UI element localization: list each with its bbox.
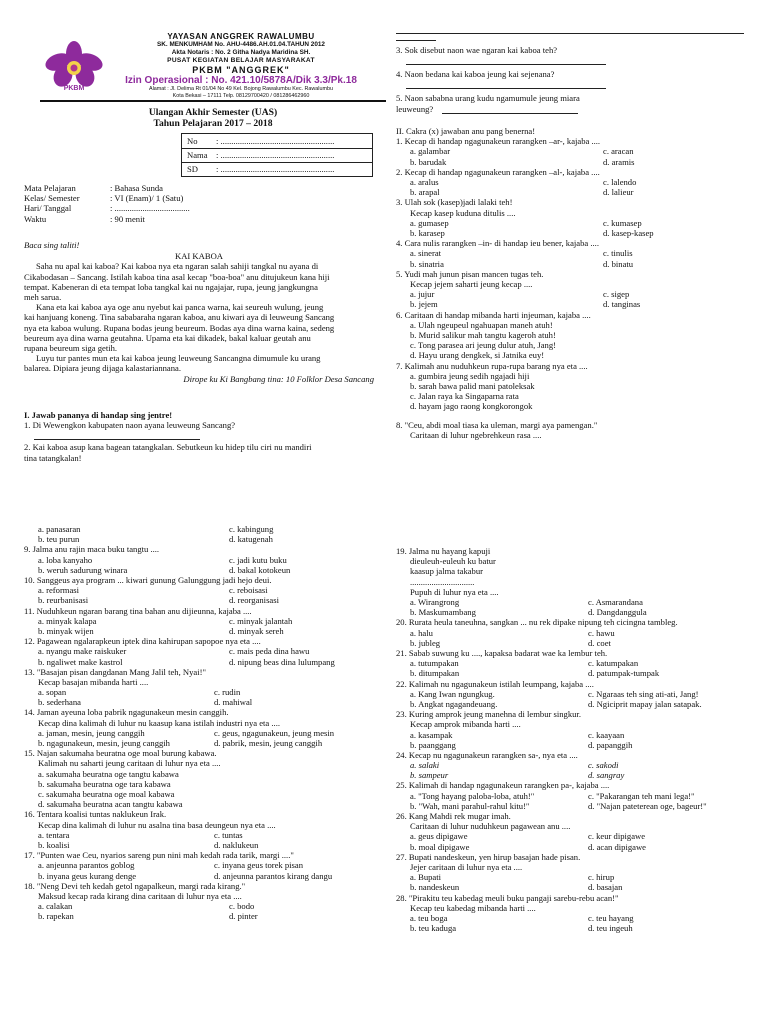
subject-info — [24, 183, 374, 224]
option-c[interactable]: c. rudin — [214, 687, 241, 698]
mc-options — [24, 524, 374, 534]
reading-line: kai hanjuang koneng. Tina sababaraha ngaran kaboa, anu kiwari aya di leuweung Sancang — [24, 312, 335, 323]
mc-options — [24, 534, 374, 544]
option-a[interactable]: a. calakan — [38, 901, 73, 912]
reading-line: Luyu tur pantes mun eta kai kaboa jeung leuweung Sancangna dimumule ku urang — [36, 353, 321, 364]
mc-question-10: 10. Sanggeus aya program ... kiwari gunung Galunggung jadi hejo deui. — [24, 574, 272, 585]
option-d[interactable]: d. kasep-kasep — [603, 227, 654, 238]
mc-question-5-stem: Kecap jejem saharti jeung kecap .... — [410, 278, 533, 289]
mc-question-1: 1. Kecap di handap ngagunakeun rarangken –ar-, kajaba .... — [396, 136, 601, 147]
section-2 — [396, 126, 746, 440]
option-b[interactable]: b. karasep — [410, 227, 445, 238]
mc-question-24: 24. Kecap nu ngagunakeun rarangken sa-, nya eta .... — [396, 749, 578, 760]
option-d[interactable]: d. Ngiciprit mapay jalan satapak. — [588, 698, 702, 709]
option-d[interactable]: d. teu ingeuh — [588, 923, 633, 934]
option-b[interactable]: b. Angkat ngagandeuang. — [410, 698, 498, 709]
mc-question-23-stem: Kecap amprok mibanda harti .... — [410, 719, 521, 730]
option-a[interactable]: a. Bupati — [410, 872, 442, 883]
exam-title: Ulangan Akhir Semester (UAS) — [148, 107, 278, 118]
option-b[interactable]: b. "Wah, mani parahul-rahul kitu!" — [410, 800, 530, 811]
mc-question-20: 20. Rurata heula taneuhna, sangkan ... nu rek dipake nipung teh cicingna tambleg. — [396, 617, 678, 628]
mc-options — [396, 289, 746, 299]
questions-right — [396, 546, 746, 933]
reading-passage — [24, 240, 374, 384]
address-line-1: Alamat : Jl. Delima Rt 01/04 No 49 Kel. Bojong Rawalumbu Kec. Rawalumbu — [149, 86, 333, 92]
mc-question-9: 9. Jalma anu rajin maca buku tangtu .... — [24, 544, 160, 555]
option-c[interactable]: c. tinulis — [603, 248, 633, 259]
mc-options — [396, 740, 746, 750]
section-2-heading: II. Cakra (x) jawaban anu pang benerna! — [396, 126, 536, 136]
option-d[interactable]: d. papanggih — [588, 739, 633, 750]
mc-options — [396, 668, 746, 678]
mc-question-15: 15. Najan sakumaha beuratna oge moal burung kabawa. — [24, 748, 217, 759]
option-d[interactable]: d. acan dipigawe — [588, 841, 646, 852]
mc-options — [24, 595, 374, 605]
option-b[interactable]: b. sinatria — [410, 258, 444, 269]
mc-options — [396, 597, 746, 607]
option-a[interactable]: a. panasaran — [38, 524, 81, 534]
option-c[interactable]: c. reboisasi — [229, 585, 268, 596]
mc-options — [24, 657, 374, 667]
mc-options — [396, 177, 746, 187]
student-id-box — [181, 133, 373, 177]
option-c[interactable]: c. hirup — [588, 872, 615, 883]
mc-options — [396, 760, 746, 770]
option-a[interactable]: a. nyangu make raiskuker — [38, 646, 127, 657]
mc-options — [396, 923, 746, 933]
mc-question-14: 14. Jaman ayeuna loba pabrik ngagunakeun mesin canggih. — [24, 707, 229, 718]
option-c[interactable]: c. jadi kutu buku — [229, 554, 287, 565]
mc-question-15-stem: Kalimah nu saharti jeung caritaan di luhur nya eta .... — [38, 758, 221, 769]
mc-question-28-stem: Kecap teu kabedag mibanda harti .... — [410, 902, 536, 913]
date-field[interactable]: : ................................... — [110, 203, 190, 214]
reading-line: balarea. Dipiara jeung dijaga kalastariannana. — [24, 363, 181, 374]
mc-options — [24, 860, 374, 870]
answer-line[interactable] — [442, 104, 578, 114]
option-d[interactable]: d. naklukeun — [214, 840, 259, 851]
option-b[interactable]: b. moal dipigawe — [410, 841, 470, 852]
mc-question-13-stem: Kecap basajan mibanda harti .... — [38, 676, 149, 687]
id-row-nama: Nama : ..................................................... — [182, 148, 372, 163]
option-c[interactable]: c. sigep — [603, 289, 630, 300]
option-a[interactable]: a. Wirangrong — [410, 597, 460, 608]
reading-line: Saha nu apal kai kaboa? Kai kaboa nya eta ngaran salah sahiji tangkal nu ayana di — [36, 261, 319, 272]
option-a[interactable]: a. sinerat — [410, 248, 442, 259]
date-row: Hari/ Tanggal : ................................... — [24, 203, 190, 214]
nama-field[interactable]: : ..................................................... — [216, 150, 335, 160]
option-c[interactable]: c. keur dipigawe — [588, 831, 646, 842]
mc-options — [396, 689, 746, 699]
option-d[interactable]: d. aramis — [603, 156, 635, 167]
option-c[interactable]: c. geus, ngagunakeun, jeung mesin — [214, 727, 335, 738]
poem-line: dieuleuh-euleuh ku batur — [410, 556, 496, 567]
letterhead-rule — [40, 100, 386, 102]
essay-question-2-cont: tina tatangkalan! — [24, 452, 82, 463]
option-d[interactable]: d. reorganisasi — [229, 595, 279, 606]
option-d[interactable]: d. "Najan pateterean oge, bageur!" — [588, 800, 707, 811]
mc-options — [24, 728, 374, 738]
mc-question-11: 11. Nuduhkeun ngaran barang tina bahan anu dijieunna, kajaba .... — [24, 605, 252, 616]
option-a[interactable]: a. Kang Iwan ngungkug. — [410, 688, 495, 699]
option-d[interactable]: d. hayam jago raong kongkorongok — [410, 401, 533, 412]
mc-options — [396, 730, 746, 740]
option-b[interactable]: b. teu purun — [38, 534, 80, 545]
id-row-no: No : ..................................................... — [182, 134, 372, 149]
option-d[interactable]: d. anjeunna parantos kirang dangu — [214, 870, 333, 881]
option-c[interactable]: c. Tong parasea ari jeung dulur atuh, Jang! — [410, 340, 557, 351]
option-d[interactable]: d. pinter — [229, 911, 258, 922]
mc-question-22: 22. Kalimah nu ngagunakeun istilah leumpang, kajaba .... — [396, 678, 594, 689]
essay-question-4: 4. Naon bedana kai kaboa jeung kai sejenana? — [396, 69, 555, 80]
mc-options — [396, 872, 746, 882]
option-c[interactable]: c. kabingung — [229, 524, 274, 534]
mc-options — [24, 830, 374, 840]
option-b[interactable]: b. paanggang — [410, 739, 456, 750]
option-b[interactable]: b. sarah bawa palid mani patoleksak — [410, 380, 535, 391]
sk-line: SK. MENKUMHAM No. AHU-4486.AH.01.04.TAHUN 2012 — [157, 41, 325, 48]
option-b[interactable]: b. weruh sadurung winara — [38, 564, 128, 575]
option-b[interactable]: b. sampeur — [410, 770, 449, 781]
option-b[interactable]: b. sakumaha beuratna oge tara kabawa — [38, 778, 171, 789]
option-d[interactable]: d. coet — [588, 637, 611, 648]
mc-options — [396, 913, 746, 923]
mc-options — [396, 218, 746, 228]
mc-question-26-stem: Caritaan di luhur nuduhkeun pagawean anu .... — [410, 821, 571, 832]
option-c[interactable]: c. Asmarandana — [588, 597, 643, 608]
mc-options — [24, 646, 374, 656]
option-d[interactable]: d. mahiwal — [214, 697, 253, 708]
option-b[interactable]: b. jejem — [410, 299, 438, 310]
option-a[interactable]: a. minyak kalapa — [38, 615, 97, 626]
essay-question-1: 1. Di Wewengkon kabupaten naon ayana leuweung Sancang? — [24, 420, 236, 431]
mc-options — [24, 738, 374, 748]
reading-line: beureum aya dina warna geutahna. Upama eta kai dikadek, bakal kaluar geutah anu — [24, 332, 311, 343]
time-row: Waktu : 90 menit — [24, 213, 145, 224]
option-c[interactable]: c. kaayaan — [588, 729, 625, 740]
option-a[interactable]: a. gumbira jeung sedih ngajadi hiji — [410, 370, 530, 381]
mc-question-3-stem: Kecap kasep kuduna ditulis .... — [410, 207, 516, 218]
essay-question-5: 5. Naon sababna urang kudu ngamumule jeung miara — [396, 93, 580, 104]
mc-question-27-stem: Jejer caritaan di luhur nya eta .... — [410, 862, 523, 873]
mc-options — [396, 248, 746, 258]
mc-options — [396, 607, 746, 617]
option-d[interactable]: d. patumpak-tumpak — [588, 668, 660, 679]
mc-question-25: 25. Kalimah di handap ngagunakeun rarangken pa-, kajaba .... — [396, 780, 610, 791]
mc-options — [396, 146, 746, 156]
option-c[interactable]: c. tuntas — [214, 829, 243, 840]
mc-options — [396, 259, 746, 269]
option-c[interactable]: c. sakodi — [588, 760, 619, 771]
mc-question-12: 12. Pagawean ngalarapkeun iptek dina kahirupan sapopoe nya eta .... — [24, 636, 261, 647]
option-b[interactable]: b. ngaliwet make kastrol — [38, 656, 123, 667]
mc-options — [24, 555, 374, 565]
option-c[interactable]: c. katumpakan — [588, 658, 639, 669]
poem-line: kaasup jalma takabur — [410, 566, 484, 577]
option-a[interactable]: a. tutumpakan — [410, 658, 459, 669]
akta-line: Akta Notaris : No. 2 Githa Nadya Maridina SH. — [171, 49, 311, 56]
mc-question-16-stem: Kecap dina kalimah di luhur nu asalna tina basa deungeun nya eta .... — [38, 819, 276, 830]
mc-question-2: 2. Kecap di handap ngagunakeun rarangken –al-, kajaba .... — [396, 166, 600, 177]
option-c[interactable]: c. minyak jalantah — [229, 615, 293, 626]
mc-options — [396, 228, 746, 238]
mc-options — [24, 911, 374, 921]
reading-line: Cikabodasan – Sancang. Istilah kaboa tina asal kecap "boa-boa" anu ditujukeun kana hiji — [24, 271, 330, 282]
pkbm-line: PKBM "ANGGREK" — [192, 65, 290, 75]
mc-options — [396, 157, 746, 167]
letterhead — [96, 32, 386, 100]
option-a[interactable]: a. kasampak — [410, 729, 453, 740]
no-field[interactable]: : ..................................................... — [216, 136, 335, 146]
option-b[interactable]: b. Maskumambang — [410, 607, 476, 618]
mc-question-18: 18. "Neng Devi teh kedah getol ngapalkeun, margi rada kirang." — [24, 880, 246, 891]
reading-line: rupana beureum siga getih. — [24, 343, 118, 354]
mc-question-26: 26. Kang Mahdi rek mugar imah. — [396, 811, 511, 822]
mc-options — [396, 831, 746, 841]
option-d[interactable]: d. tanginas — [603, 299, 641, 310]
option-a[interactable]: a. Ulah ngeupeul ngahuapan maneh atuh! — [410, 319, 553, 330]
option-b[interactable]: b. nandeskeun — [410, 882, 460, 893]
option-c[interactable]: c. mais peda dina hawu — [229, 646, 310, 657]
option-a[interactable]: a. geus dipigawe — [410, 831, 468, 842]
option-d[interactable]: d. pabrik, mesin, jeung canggih — [214, 738, 323, 749]
option-a[interactable]: a. sopan — [38, 687, 67, 698]
option-a[interactable]: a. anjeunna parantos goblog — [38, 860, 135, 871]
mc-question-27: 27. Bupati nandeskeun, yen hirup basajan hade pisan. — [396, 851, 581, 862]
mc-options — [24, 871, 374, 881]
reading-line: Kana eta kai kaboa aya oge anu nyebut kai panca warna, kai seureuh wulung, jeung — [36, 302, 324, 313]
mc-question-14-stem: Kecap dina kalimah di luhur nu kaasup kana istilah industri nya eta .... — [38, 717, 280, 728]
mc-options — [24, 687, 374, 697]
mc-options — [396, 791, 746, 801]
option-b[interactable]: b. rapekan — [38, 911, 74, 922]
izin-line: Izin Operasional : No. 421.10/5878A/Dik 3.3/Pk.18 — [125, 75, 357, 86]
option-a[interactable]: a. jujur — [410, 289, 435, 300]
option-b[interactable]: b. inyana geus kurang denge — [38, 870, 137, 881]
mc-options — [396, 628, 746, 638]
mc-question-5: 5. Yudi mah junun pisan mancen tugas teh. — [396, 268, 544, 279]
logo-caption: PKBM — [63, 85, 85, 92]
sd-field[interactable]: : ..................................................... — [216, 164, 335, 174]
option-a[interactable]: a. salaki — [410, 760, 440, 771]
option-a[interactable]: a. halu — [410, 627, 433, 638]
mc-question-19-stem: Pupuh di luhur nya eta .... — [410, 586, 499, 597]
mc-question-8: 8. "Ceu, abdi moal tiasa ka uleman, margi aya pamengan." — [396, 419, 598, 430]
exam-title-block — [40, 107, 386, 129]
pkbm-logo — [44, 40, 104, 96]
mc-question-23: 23. Kuring amprok jeung manehna di lembur singkur. — [396, 709, 581, 720]
option-a[interactable]: a. sakumaha beuratna oge tangtu kabawa — [38, 768, 179, 779]
mc-question-18-stem: Maksud kecap rada kirang dina caritaan di luhur nya eta .... — [38, 891, 242, 902]
option-c[interactable]: c. kumasep — [603, 217, 642, 228]
section-1-heading: I. Jawab pananya di handap sing jentre! — [24, 410, 173, 420]
option-d[interactable]: d. sangray — [588, 770, 625, 781]
option-a[interactable]: a. galambar — [410, 146, 451, 157]
option-d[interactable]: d. lalieur — [603, 187, 634, 198]
mc-question-3: 3. Ulah sok (kasep)jadi lalaki teh! — [396, 197, 513, 208]
reading-instruction: Baca sing taliti! — [24, 240, 80, 250]
mc-question-19: 19. Jalma nu hayang kapuji — [396, 546, 491, 556]
mc-question-7: 7. Kalimah anu nuduhkeun rupa-rupa barang nya eta .... — [396, 360, 588, 371]
option-b[interactable]: b. ditumpakan — [410, 668, 460, 679]
mc-question-6: 6. Caritaan di handap mibanda harti injeuman, kajaba .... — [396, 309, 591, 320]
option-c[interactable]: c. "Pakarangan teh mani lega!" — [588, 790, 695, 801]
option-b[interactable]: b. reurbanisasi — [38, 595, 89, 606]
option-d[interactable]: d. nipung beas dina lulumpang — [229, 656, 335, 667]
id-row-sd: SD : ..................................................... — [187, 164, 335, 174]
option-c[interactable]: c. lalendo — [603, 176, 637, 187]
option-d[interactable]: d. binatu — [603, 258, 634, 269]
option-d[interactable]: d. minyak sereh — [229, 625, 284, 636]
option-a[interactable]: a. teu boga — [410, 913, 448, 924]
option-a[interactable]: a. "Tong hayang paloba-loba, atuh!" — [410, 790, 535, 801]
answer-line[interactable] — [396, 33, 744, 34]
essay-right — [396, 45, 746, 114]
option-b[interactable]: b. Murid salikur mah tangtu kageroh atuh! — [410, 329, 556, 340]
mc-options — [24, 585, 374, 595]
option-b[interactable]: b. minyak wijen — [38, 625, 94, 636]
mc-options — [396, 842, 746, 852]
mc-question-8-stem: Caritaan di luhur ngebrehkeun rasa .... — [410, 429, 542, 440]
mc-question-21: 21. Sabab suwung ku ...., kapaksa badarat wae ka lembur teh. — [396, 647, 608, 658]
answer-line[interactable] — [396, 40, 436, 41]
option-c[interactable]: c. teu hayang — [588, 913, 634, 924]
option-c[interactable]: c. aracan — [603, 146, 634, 157]
essay-question-5-cont: leuweung? — [396, 104, 746, 114]
essay-question-2: 2. Kai kaboa asup kana bagean tatangkalan. Sebutkeun ku hidep tilu ciri nu mandiri — [24, 442, 312, 453]
option-b[interactable]: b. jubleg — [410, 637, 441, 648]
option-b[interactable]: b. sederhana — [38, 697, 81, 708]
option-c[interactable]: c. sakumaha beuratna oge moal kabawa — [38, 789, 175, 800]
mc-options — [24, 840, 374, 850]
mc-options — [24, 616, 374, 626]
option-d[interactable]: d. Hayu urang dengkek, si Jatnika euy! — [410, 350, 545, 361]
mc-options — [396, 299, 746, 309]
mc-question-13: 13. "Basajan pisan dangdanan Mang Jalil teh, Nyai!" — [24, 666, 206, 677]
year-line: Tahun Pelajaran 2017 – 2018 — [153, 118, 273, 129]
mc-options — [24, 565, 374, 575]
essay-question-3: 3. Sok disebut naon wae ngaran kai kaboa teh? — [396, 45, 558, 55]
option-b[interactable]: b. koalisi — [38, 840, 70, 851]
mc-options — [24, 697, 374, 707]
reading-line: meh sarua. — [24, 292, 62, 303]
answer-line[interactable] — [406, 79, 606, 89]
answer-line[interactable] — [406, 55, 606, 65]
option-d[interactable]: d. katugenah — [229, 534, 273, 545]
mc-question-4: 4. Cara nulis rarangken –in- di handap ieu bener, kajaba .... — [396, 238, 599, 249]
mc-question-17: 17. "Punten wae Ceu, nyarios sareng pun nini mah kedah rada tarik, margi ...." — [24, 850, 294, 861]
option-a[interactable]: a. reformasi — [38, 585, 80, 596]
option-c[interactable]: c. Ngaraas teh sing ati-ati, Jang! — [588, 688, 699, 699]
section-1 — [24, 410, 374, 463]
option-a[interactable]: a. gumasep — [410, 217, 449, 228]
questions-left — [24, 524, 374, 922]
option-d[interactable]: d. basajan — [588, 882, 623, 893]
mc-question-16: 16. Tentara koalisi tuntas naklukeun Irak. — [24, 809, 167, 820]
option-a[interactable]: a. aralus — [410, 176, 439, 187]
mc-options — [396, 770, 746, 780]
option-d[interactable]: d. bakal kotokeun — [229, 564, 291, 575]
reading-line: tempat. Kabeneran di eta tempat loba tangkal kai nu ngajajar, rupa, jeung jangkungna — [24, 281, 318, 292]
reading-title: KAI KABOA — [175, 251, 223, 262]
mc-options — [396, 801, 746, 811]
option-b[interactable]: b. barudak — [410, 156, 447, 167]
mc-question-28: 28. "Pirakitu teu kabedag meuli buku pangaji sarebu-rebu acan!" — [396, 892, 619, 903]
answer-line[interactable] — [34, 430, 200, 440]
mc-options — [24, 626, 374, 636]
subject-row: Mata Pelajaran : Bahasa Sunda — [24, 183, 163, 193]
org-name: YAYASAN ANGGREK RAWALUMBU — [167, 32, 315, 41]
option-b[interactable]: b. arapal — [410, 187, 440, 198]
option-c[interactable]: c. inyana geus torek pisan — [214, 860, 304, 871]
mc-options — [396, 638, 746, 648]
option-c[interactable]: c. hawu — [588, 627, 615, 638]
option-c[interactable]: c. bodo — [229, 901, 255, 912]
option-c[interactable]: c. Jalan raya ka Singaparna rata — [410, 391, 519, 402]
reading-source: Dirope ku Ki Bangbang tina: 10 Folklor Desa Sancang — [183, 373, 374, 384]
mc-options — [396, 882, 746, 892]
class-row: Kelas/ Semester : VI (Enam)/ 1 (Satu) — [24, 193, 184, 204]
pusat-line: PUSAT KEGIATAN BELAJAR MASYARAKAT — [167, 57, 315, 64]
option-a[interactable]: a. loba kanyaho — [38, 554, 93, 565]
mc-options — [396, 658, 746, 668]
option-d[interactable]: d. sakumaha beuratna acan tangtu kabawa — [38, 799, 183, 810]
mc-options — [24, 901, 374, 911]
mc-options — [396, 699, 746, 709]
option-d[interactable]: d. Dangdanggula — [588, 607, 647, 618]
option-b[interactable]: b. ngagunakeun, mesin, jeung canggih — [38, 738, 170, 749]
mc-options — [396, 187, 746, 197]
poem-line: .............................. — [410, 576, 475, 587]
option-a[interactable]: a. jaman, mesin, jeung canggih — [38, 727, 145, 738]
option-a[interactable]: a. tentara — [38, 829, 70, 840]
address-line-2: Kota Bekasi – 17111 Telp. 08129700420 / 081286462960 — [172, 93, 310, 99]
option-b[interactable]: b. teu kaduga — [410, 923, 457, 934]
reading-line: nya eta kaboa wulung. Rupana bodas jeung beureum. Bodas aya dina warna kaina, sedeng — [24, 322, 335, 333]
